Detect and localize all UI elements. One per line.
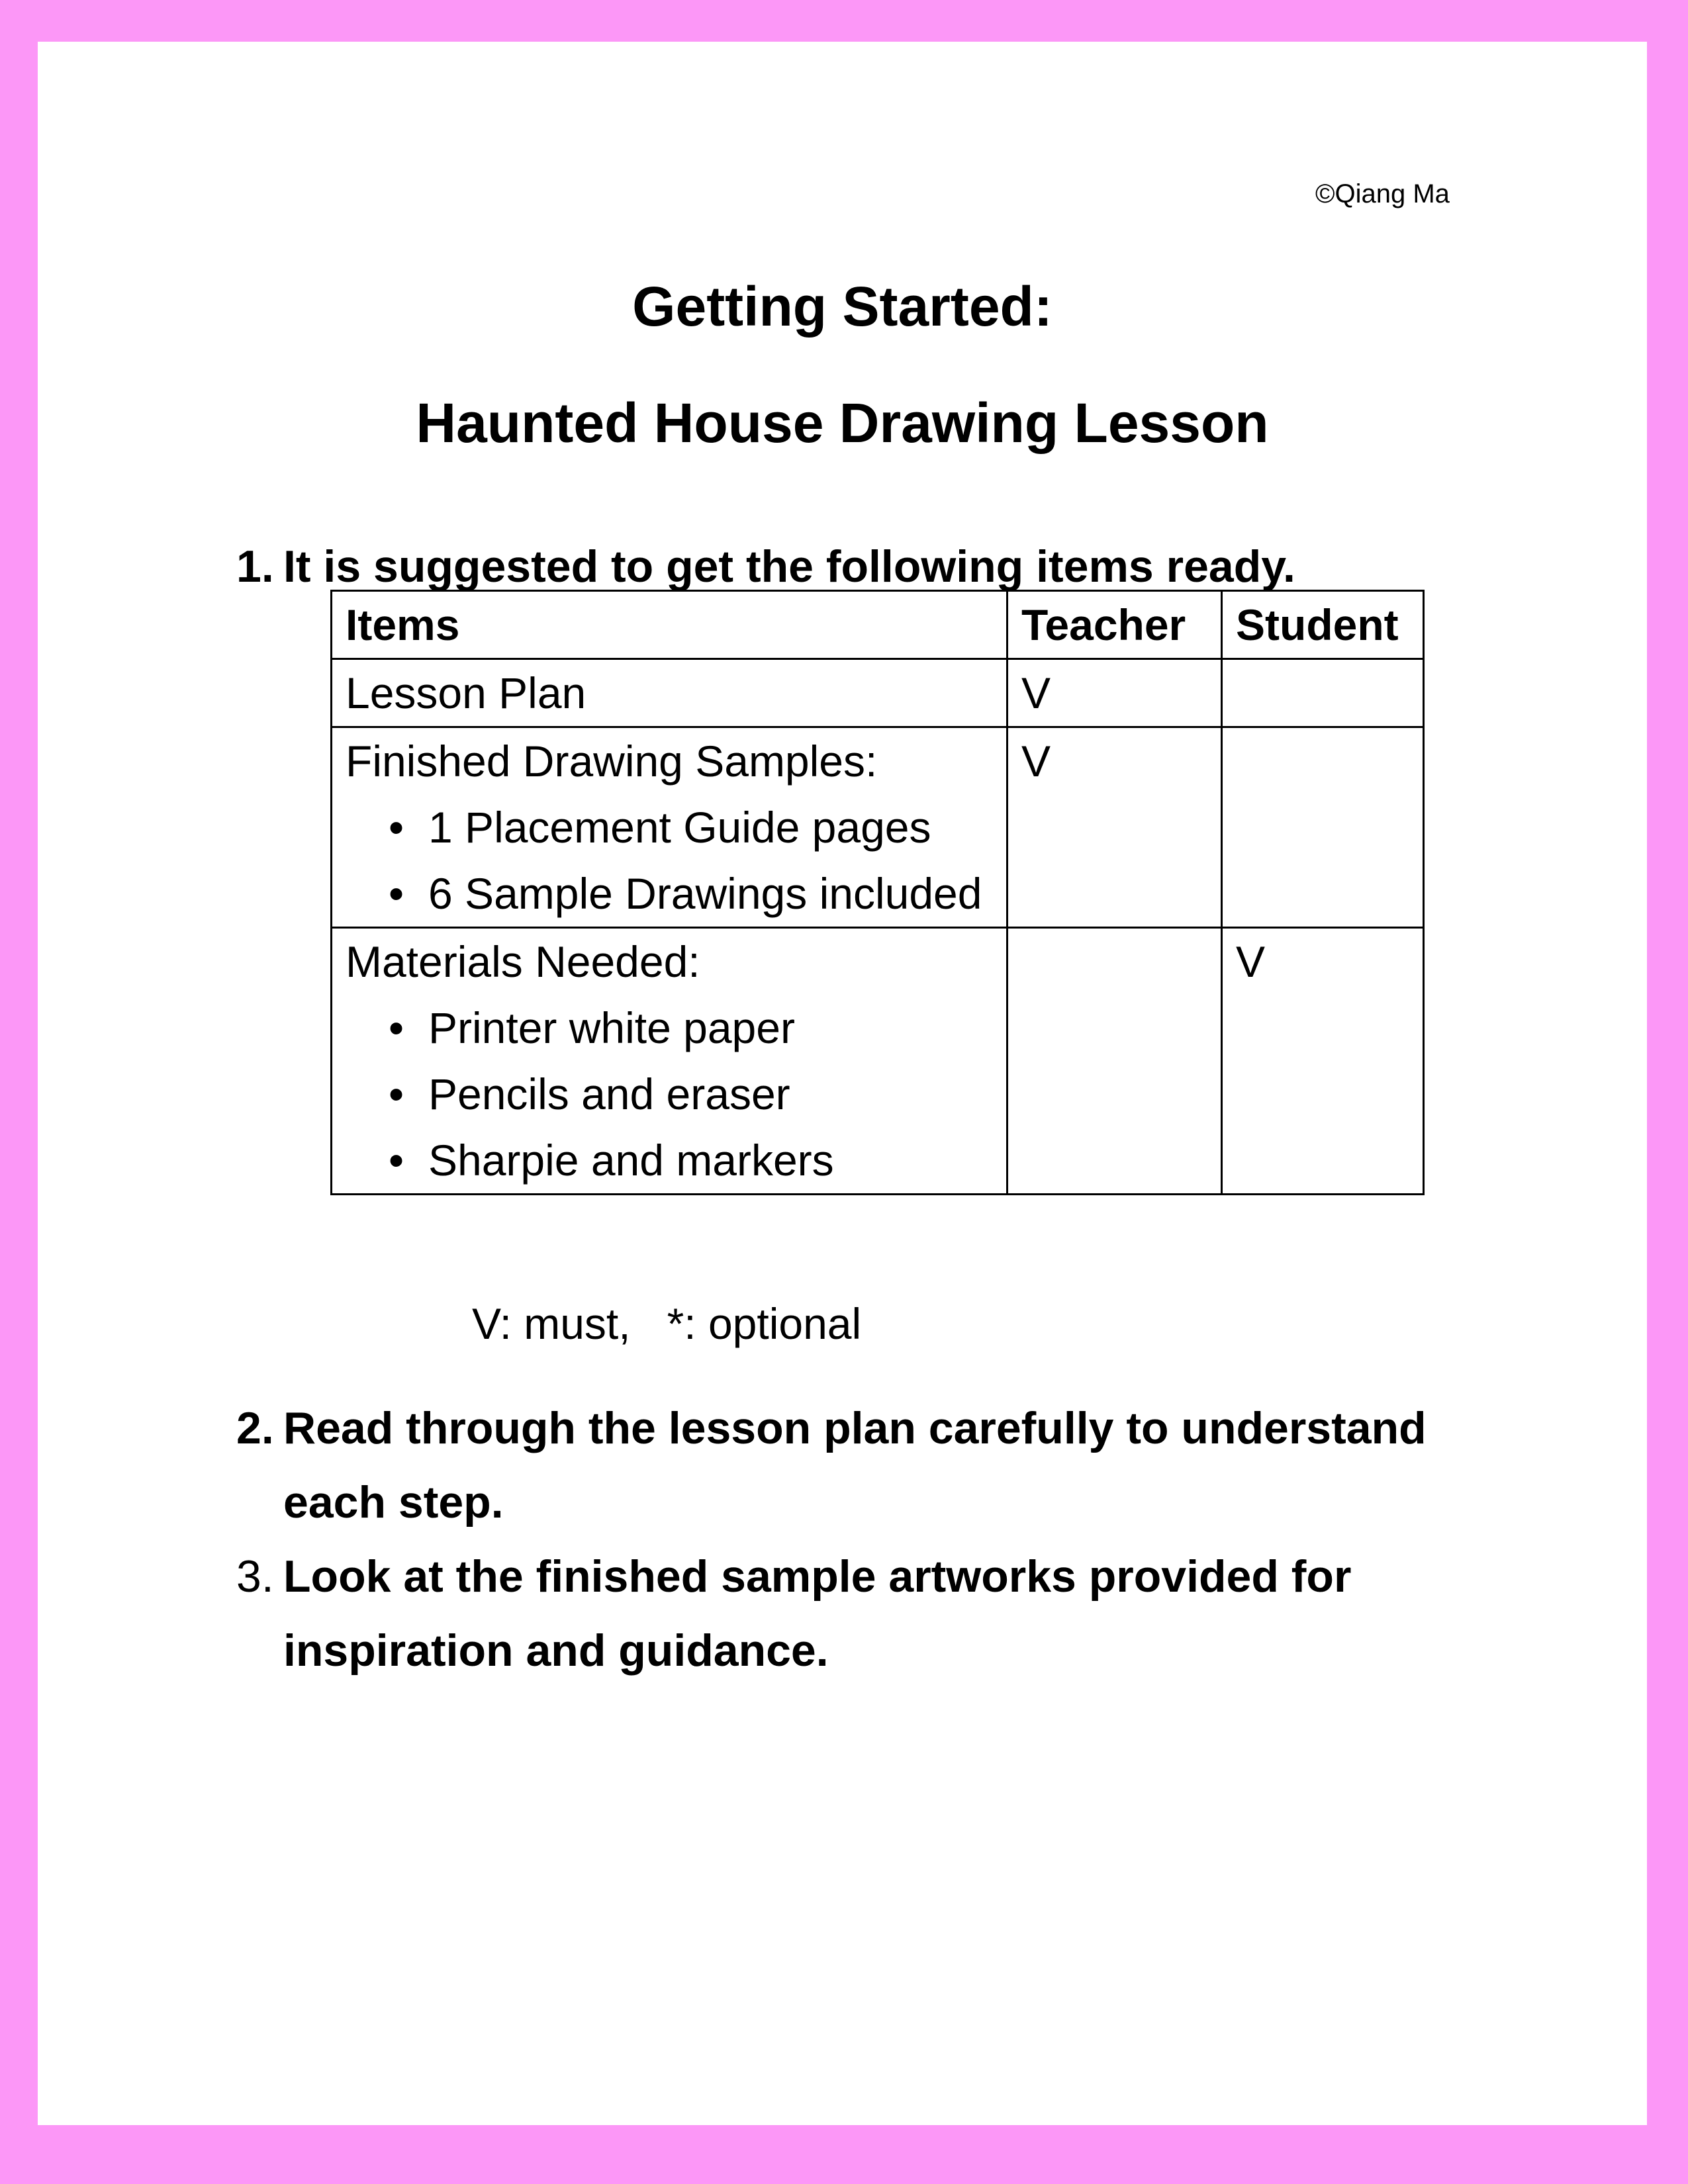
page-title: Getting Started: [632,275,1053,338]
copyright-notice: ©Qiang Ma [1315,179,1450,208]
table-legend: V: must, *: optional [472,1299,862,1348]
step-text: Read through the lesson plan carefully to understand each step. [283,1403,1427,1527]
step-text: Look at the finished sample artworks provided for inspiration and guidance. [283,1551,1352,1676]
item-label: Lesson Plan [346,668,586,717]
bullet-list [346,995,993,1193]
items-table [330,590,1425,1195]
item-cell [332,727,1008,928]
bullet-icon: • [389,803,404,852]
teacher-cell [1008,928,1222,1195]
table-row [332,727,1424,928]
item-label: Finished Drawing Samples: [346,737,878,786]
bullet-icon: • [389,869,404,918]
step-number: 2. [236,1403,274,1453]
list-item: • Printer white paper [428,995,993,1061]
step-3 [236,1539,1494,1688]
step-text: It is suggested to get the following items ready. [283,541,1295,592]
item-cell [332,659,1008,727]
student-cell: V [1222,928,1424,1195]
list-item: • 6 Sample Drawings included [428,860,993,927]
step-2 [236,1391,1494,1539]
step-number: 1. [236,541,274,592]
item-cell [332,928,1008,1195]
list-item: • Sharpie and markers [428,1127,993,1193]
bullet-icon: • [389,1069,404,1118]
teacher-cell: V [1008,659,1222,727]
bullet-list [346,794,993,927]
header-teacher: Teacher [1008,591,1222,659]
student-cell [1222,727,1424,928]
page-subtitle: Haunted House Drawing Lesson [416,392,1269,454]
table-row [332,928,1424,1195]
table-header-row [332,591,1424,659]
item-label: Materials Needed: [346,937,700,986]
header-items: Items [332,591,1008,659]
step-number: 3. [236,1551,274,1602]
bullet-icon: • [389,1136,404,1185]
student-cell [1222,659,1424,727]
teacher-cell: V [1008,727,1222,928]
table-row [332,659,1424,727]
header-student: Student [1222,591,1424,659]
bullet-icon: • [389,1003,404,1052]
list-item: • Pencils and eraser [428,1061,993,1127]
list-item: • 1 Placement Guide pages [428,794,993,860]
